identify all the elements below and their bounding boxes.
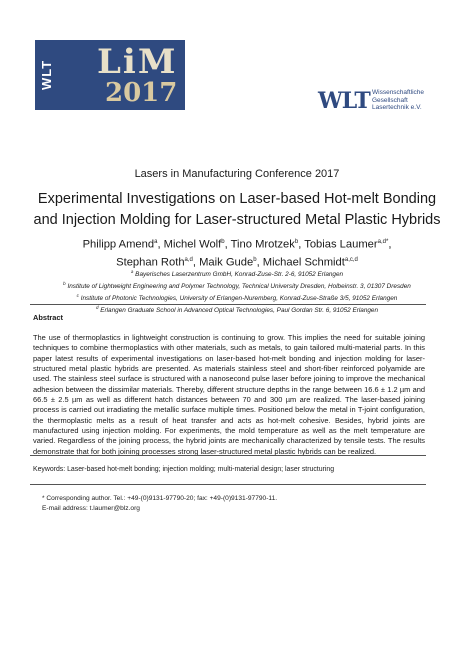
affiliation-text: Institute of Photonic Technologies, University of Erlangen-Nuremberg, Konrad-Zuse-Straße 3/5, 91052 Erlangen — [78, 295, 398, 303]
affiliation-text: Erlangen Graduate School in Advanced Optical Technologies, Paul Gordan Str. 6, 91052 Erlangen — [98, 307, 379, 315]
affiliation-text: Bayerisches Laserzentrum GmbH, Konrad-Zuse-Str. 2-6, 91052 Erlangen — [133, 271, 344, 279]
wlt-society-name — [372, 89, 424, 112]
wlt-name-line: Gesellschaft — [372, 96, 408, 104]
keywords: Keywords: Laser-based hot-melt bonding; injection molding; multi-material design; laser structuring — [33, 466, 335, 473]
lim-logo-wlt-text: WLT — [39, 59, 54, 91]
corresponding-author: * Corresponding author. Tel.: +49-(0)9131-97790-20; fax: +49-(0)9131-97790-11. — [42, 495, 278, 502]
abstract-text: The use of thermoplastics in lightweight construction is continuing to grow. This implies the need for suitable joining techniques to combine thermoplastics with other materials, such as metals, to gain tailored multi-material parts. In this paper latest results of experimental investigations on laser-based hot-melt bonding and injection molding for laser-structured metal plastic hybrids are presented. As materials stainless steel and short-fiber reinforced polyamide are used. The stainless steel surface is structured with a nanosecond pulse laser before joining to improve the mechanical adhesion between the dissimilar materials. Thereby, different structure depths in the range between 16.6 ± 1.2 µm and 66.5 ± 2.5 µm as well as different hatch distances between 70 and 300 µm are realized. The laser-based joining process is carried out irradiating the metallic surface multiple times. Positioned below the metal in T-joint configuration, the thermoplastic melts as a result of heat transfer and acts as hot-melt cohesive. Besides, hybrid joints are manufactured using injection molding. For experiments, the mold temperature as well as the melt temperature are varied. Regardless of the joining process, the hybrid joints are mechanically characterized by tensile tests. The results demonstrate that for both joining processes strong laser-structured metal plastic hybrids can be realized. — [33, 333, 425, 456]
author-name: Michel Wolf — [163, 238, 222, 251]
wlt-name-line: Wissenschaftliche — [372, 89, 425, 96]
title-line: and Injection Molding for Laser-structured Metal Plastic Hybrids — [33, 212, 441, 228]
abstract-top-divider — [30, 304, 426, 305]
affiliation-text: Institute of Lightweight Engineering and Polymer Technology, Technical University Dresden, Holbeinstr. 3, 01307 Dresden — [65, 283, 411, 291]
affiliation — [20, 303, 454, 315]
author-affiliation-mark: a — [154, 239, 158, 245]
affiliation-list — [20, 267, 454, 316]
author-name: Tobias Laumer — [304, 238, 378, 251]
footnote-divider — [30, 484, 426, 485]
title-line: Experimental Investigations on Laser-based Hot-melt Bonding — [37, 191, 437, 207]
author-name: Maik Gude — [199, 256, 254, 269]
abstract-bottom-divider — [30, 455, 426, 456]
wlt-society-logo: WLT — [318, 88, 370, 114]
author-name: Michael Schmidt — [262, 256, 345, 269]
lim-2017-logo — [35, 40, 185, 110]
author-affiliation-mark: b — [253, 256, 257, 263]
abstract-heading: Abstract — [33, 313, 63, 322]
lim-logo-year: 2017 — [105, 78, 178, 108]
author-name: Philipp Amend — [82, 238, 155, 251]
affiliation-key: d — [95, 305, 99, 311]
author-affiliation-mark: b — [221, 239, 225, 245]
affiliation-key: a — [130, 269, 134, 274]
wlt-name-line: Lasertechnik e.V. — [372, 104, 422, 112]
author-name: Tino Mrotzek — [230, 238, 295, 251]
affiliation — [20, 267, 454, 279]
author-affiliation-mark: a,c,d — [344, 256, 358, 263]
paper-title — [20, 189, 454, 231]
author-list: Philipp Amend$^a$, Michel Wolf$^b$, Tino Mrotzek$^b$, Tobias Laumer$^{a,d*}$, Stephan Roth$^{a,d}$, Maik Gude$^b$, Michael Schmidt$^{a,c,d}$ — [82, 238, 392, 269]
affiliation — [20, 291, 454, 303]
author-affiliation-mark: a,d* — [377, 239, 389, 245]
author-name: Stephan Roth — [116, 256, 185, 269]
email-address: E-mail address: t.laumer@blz.org — [42, 504, 140, 512]
affiliation — [20, 279, 454, 291]
affiliation-key: b — [63, 281, 66, 287]
author-affiliation-mark: b — [294, 239, 299, 245]
author-affiliation-mark: a,d — [184, 256, 193, 263]
footnote — [42, 494, 277, 513]
affiliation-key: c — [76, 293, 79, 299]
lim-logo-text: LiM — [97, 42, 178, 82]
conference-name: Lasers in Manufacturing Conference 2017 — [134, 168, 340, 180]
